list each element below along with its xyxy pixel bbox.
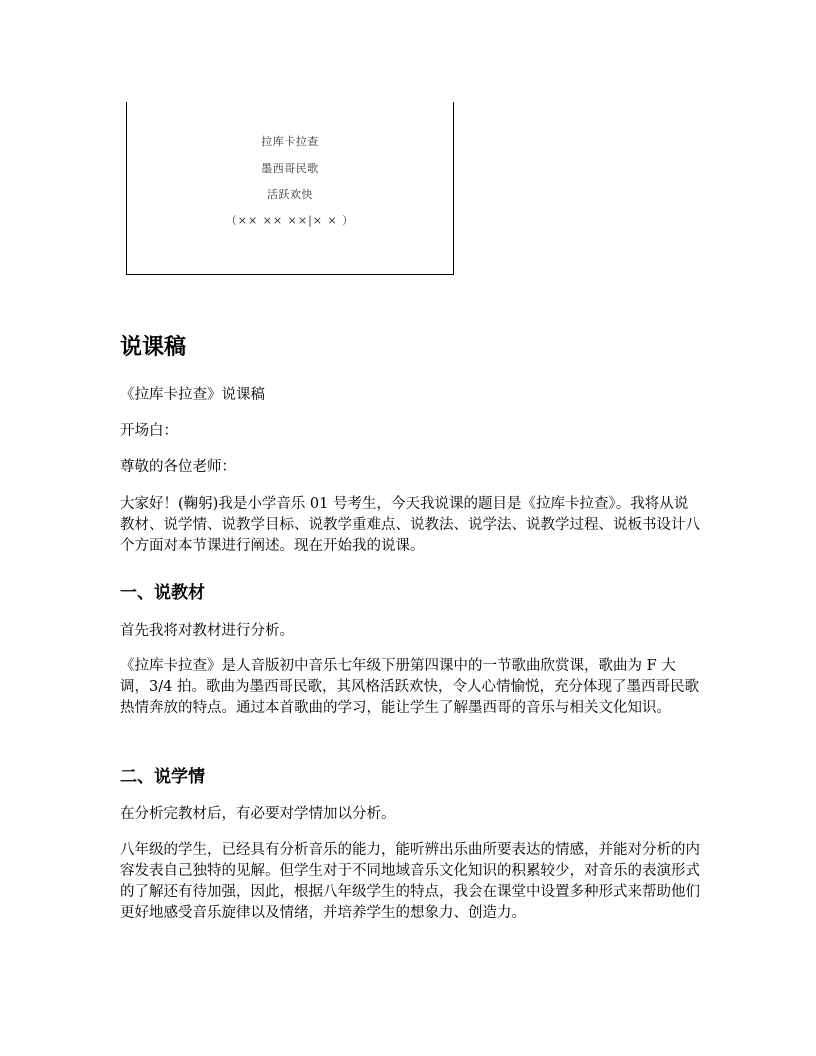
students-lead: 在分析完教材后，有必要对学情加以分析。 <box>120 806 396 822</box>
textbook-lead: 首先我将对教材进行分析。 <box>120 623 294 639</box>
board-song-title: 拉库卡拉查 <box>261 135 319 148</box>
board-song-origin: 墨西哥民歌 <box>261 162 319 175</box>
blackboard-design-box <box>126 102 454 275</box>
board-song-mood: 活跃欢快 <box>267 188 313 201</box>
section-heading-textbook: 一、说教材 <box>120 583 205 603</box>
section-heading-students: 二、说学情 <box>120 767 205 787</box>
board-rhythm-pattern: （×× ×× ××|× × ） <box>225 214 355 227</box>
greeting: 尊敬的各位老师： <box>120 459 236 475</box>
intro-paragraph: 大家好！(鞠躬)我是小学音乐 01 号考生，今天我说课的题目是《拉库卡拉查》。我将从说教材、说学情、说教学目标、说教学重难点、说教法、说学法、说教学过程、说板书设计八个方面对本节课进行阐述。现在开始我的说课。 <box>120 496 700 554</box>
students-paragraph: 八年级的学生，已经具有分析音乐的能力，能听辨出乐曲所要表达的情感，并能对分析的内容发表自己独特的见解。但学生对于不同地域音乐文化知识的积累较少，对音乐的表演形式的了解还有待加强，因此，根据八年级学生的特点，我会在课堂中设置多种形式来帮助他们更好地感受音乐旋律以及情绪，并培养学生的想象力、创造力。 <box>120 842 700 921</box>
opening-label: 开场白： <box>120 423 178 439</box>
page-title: 说课稿 <box>120 335 187 360</box>
textbook-paragraph: 《拉库卡拉查》是人音版初中音乐七年级下册第四课中的一节歌曲欣赏课，歌曲为 F 大调，3/4 拍。歌曲为墨西哥民歌，其风格活跃欢快，令人心情愉悦，充分体现了墨西哥民歌热情奔放的特点。通过本首歌曲的学习，能让学生了解墨西哥的音乐与相关文化知识。 <box>120 658 699 716</box>
lecture-subtitle: 《拉库卡拉查》说课稿 <box>120 387 265 403</box>
